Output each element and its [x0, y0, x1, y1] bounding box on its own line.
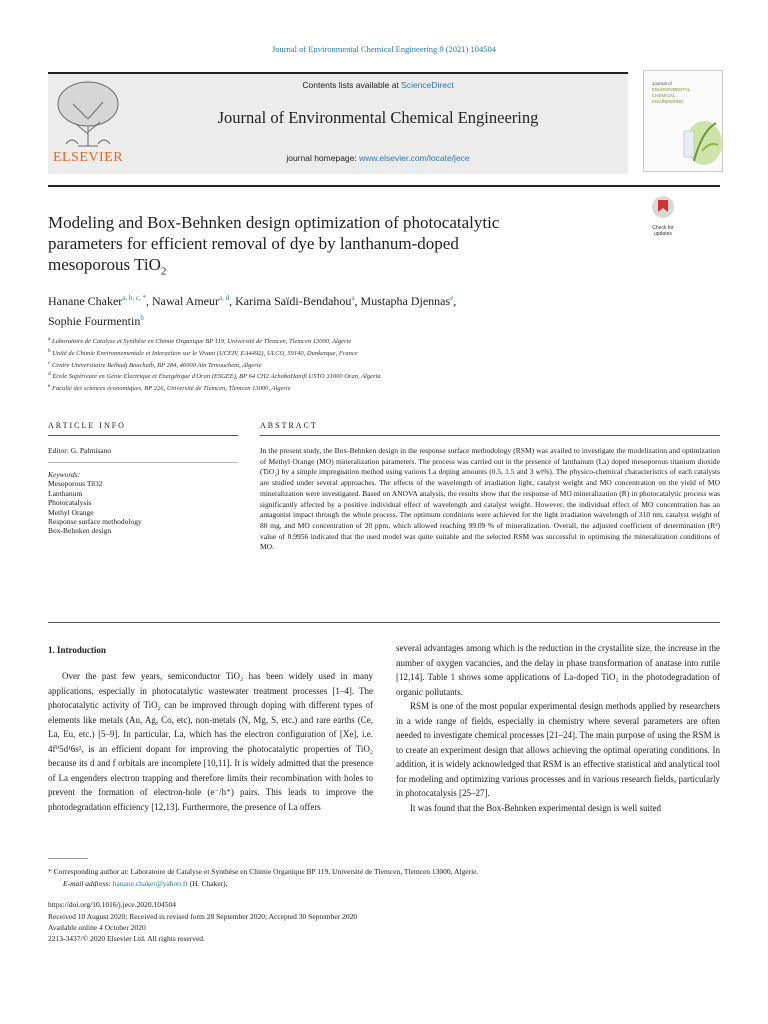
check-for-updates-icon	[646, 194, 680, 220]
article-title-line-2: parameters for efficient removal of dye by lanthanum-doped	[48, 234, 459, 253]
affiliation-item: $^d$ Ecole Supérieure en Génie Electrique et Energétique d'Oran (ESGEE), BP 64 CH2 AchabaHanifi USTO 31000 Oran, Algeria	[48, 371, 381, 381]
homepage-line	[128, 153, 628, 163]
email-line	[63, 878, 663, 889]
author-list: Hanane Chaker$^{a, b, c, *}$, Nawal Ameur$^{a, d}$, Karima Saïdi-Bendahou$^a$, Mustapha Djennas$^e$, Sophie Fourmentin$^b$	[48, 294, 457, 328]
cover-line-2: ENVIRONMENTAL	[652, 87, 691, 92]
keywords-block	[48, 470, 238, 536]
header-divider	[48, 185, 720, 187]
keyword-item: Methyl Orange	[48, 507, 94, 517]
affiliation-item: $^c$ Centre Universitaire Belhadj Bouchaib, BP 284, 46000 Ain Temouchent, Algerie	[48, 359, 262, 369]
abstract-heading: ABSTRACT	[260, 421, 318, 430]
keyword-item: Lanthanum	[48, 488, 83, 498]
affiliation-item: $^b$ Unité de Chimie Environnementale et Interaction sur le Vivant (UCEIV, EA4492), ULCO, 59140, Dunkerque, France	[48, 347, 358, 357]
intro-paragraph: several advantages among which is the reduction in the crystallite size, the increase in the number of oxygen vacancies, and the delay in phase transformation of anatase into rutile [12,14]. Table 1 shows some applications of La-doped TiO₂ in the photodegradation of organic pollutants.	[396, 643, 720, 697]
editor-rule	[48, 462, 238, 463]
introduction-heading: 1. Introduction	[48, 645, 106, 655]
footnote-rule	[48, 858, 88, 859]
intro-left-column	[48, 669, 373, 814]
email-link[interactable]: hanane.chaker@yahoo.fr	[112, 879, 188, 888]
author[interactable]: Sophie Fourmentin$^b$	[48, 314, 144, 328]
article-title-line-3: mesoporous TiO$_2$	[48, 255, 167, 278]
editor-line: Editor: G. Palmisano	[48, 446, 112, 455]
journal-citation[interactable]: Journal of Environmental Chemical Engineering 9 (2021) 104504	[271, 44, 497, 54]
cover-line-3: CHEMICAL	[652, 93, 676, 98]
badge-label: Check for updates	[652, 225, 674, 237]
author[interactable]: Hanane Chaker$^{a, b, c, *}$	[48, 294, 147, 308]
author[interactable]: Karima Saïdi-Bendahou$^a$	[235, 294, 355, 308]
affiliation-item: $^e$ Faculté des sciences économiques, BP 226, Université de Tlemcen, Tlemcen 13000, Algerie	[48, 383, 291, 393]
check-for-updates-badge[interactable]	[646, 194, 680, 237]
corresponding-author-note: * Corresponding author at: Laboratoire de Catalyse et Synthèse en Chimie Organique BP 119, Université de Tlemcen, Tlemcen 13000, Algerie.	[48, 867, 479, 876]
abstract-body: In the present study, the Box-Behnken design in the response surface methodology (RSM) was availed to investigate the modelization and optimization of Methyl Orange (MO) mineralization parameters. The process was carried out in the presence of lanthanum (La) doped mesoporous titanium dioxide (TiO₂) by a simple impregnation method using various La doping amounts (0.5, 1.5 and 3 wt%). The physico-chemical characteristics of each catalysts are studied under several approaches. The effects of the wavelength of irradiation light, catalyst weight and MO concentration on the yield of MO mineralization were investigated. Based on ANOVA analysis, the results show that the response of MO mineralization (R) in photocatalytic process was significantly affected by a positive individual effect of wavelength and catalyst weight. However, the individual effect of MO concentration has an antagonist impact through the whole process. The optimum conditions were achieved for the light irradiation wavelength of 310 nm, catalyst weight of 80 mg, and MO concentration of 20 ppm, which allowed reaching 99.09 % of mineralization. Overall, the adjusted coefficient of determination (R²) value of 0.9956 indicated that the used model was quite suitable and the selected RSM was successful in optimising the mineralization conditions of MO.	[260, 446, 720, 552]
author[interactable]: Mustapha Djennas$^e$	[360, 294, 454, 308]
keyword-item: Response surface methodology	[48, 517, 142, 527]
received-dates: Received 10 August 2020; Received in revised form 28 September 2020; Accepted 30 September 2020	[48, 912, 358, 921]
article-title-line-1: Modeling and Box-Behnken design optimization of photocatalytic	[48, 213, 500, 232]
cover-line-4: ENGINEERING	[652, 99, 684, 104]
sciencedirect-link[interactable]: ScienceDirect	[401, 80, 454, 90]
homepage-prefix: journal homepage:	[286, 153, 360, 163]
email-suffix: (H. Chaker).	[187, 879, 228, 888]
journal-title: Journal of Environmental Chemical Engineering	[217, 108, 539, 127]
email-label: E-mail address:	[63, 879, 113, 888]
affiliation-list	[48, 335, 668, 394]
contents-prefix: Contents lists available at	[302, 80, 402, 90]
cover-art-icon	[644, 71, 722, 171]
homepage-link[interactable]: www.elsevier.com/locate/jece	[359, 153, 470, 163]
affiliation-item: $^a$ Laboratoire de Catalyse et Synthèse en Chimie Organique BP 119, Université de Tlemcen, Tlemcen 13000, Algerie	[48, 336, 352, 346]
keywords-label: Keywords:	[48, 470, 81, 479]
intro-right-column	[396, 641, 720, 815]
intro-paragraph: It was found that the Box-Behnken experimental design is well suited	[410, 802, 661, 813]
intro-paragraph: RSM is one of the most popular experimental design methods applied by researchers in a wide range of fields, especially in chemistry where several parameters are often needed to investigate chemical processes [21–24]. The main purpose of using the RSM is to create an experiment design that allows achieving the optimal operating conditions. In addition, it is widely acknowledged that RSM is an effective statistical and analytical tool for modeling and optimizing various processes and in various research fields, particularly in photocatalysis [25–27].	[396, 701, 720, 798]
intro-paragraph: Over the past few years, semiconductor TiO₂ has been widely used in many applications, especially in photocatalytic wastewater treatment processes [1–4]. The photocatalytic activity of TiO₂ can be improved through doping with different types of elements like metals (Au, Ag, Co, etc), non-metals (N, Mg, S, etc.) and rare earths (Ce, La, Eu, etc.) [5–9]. In particular, La, which has the electron configuration of [Xe], i.e. 4f⁰5d¹6s², is an efficient dopant for improving the photocatalytic properties of TiO₂ because its d and f orbitals are incomplete [10,11]. It is widely admitted that the presence of La engenders electron trapping and therefore limits their recombination with holes to prevent the formation of electron-hole (e⁻/h⁺) pairs. This leads to improve the photodegradation efficiency [12,13]. Furthermore, the presence of La offers	[48, 671, 373, 812]
article-title	[48, 212, 608, 282]
copyright-line: 2213-3437/© 2020 Elsevier Ltd. All rights reserved.	[48, 934, 205, 943]
contents-line	[128, 80, 628, 90]
keyword-item: Mesoporous TiO2	[48, 479, 103, 489]
keyword-item: Photocatalysis	[48, 498, 92, 508]
abstract-rule	[260, 435, 720, 436]
info-rule	[48, 435, 238, 436]
elsevier-logo[interactable]	[48, 74, 128, 170]
available-online: Available online 4 October 2020	[48, 923, 146, 932]
keyword-item: Box-Behnken design	[48, 526, 112, 536]
article-info-heading: ARTICLE INFO	[48, 421, 126, 430]
doi-link[interactable]: https://doi.org/10.1016/j.jece.2020.104504	[48, 900, 176, 909]
elsevier-wordmark: ELSEVIER	[52, 150, 124, 165]
front-matter-rule	[48, 622, 720, 623]
cover-line-1: Journal of	[652, 81, 672, 86]
journal-cover-thumbnail[interactable]	[643, 70, 723, 172]
author[interactable]: Nawal Ameur$^{a, d}$	[152, 294, 230, 308]
